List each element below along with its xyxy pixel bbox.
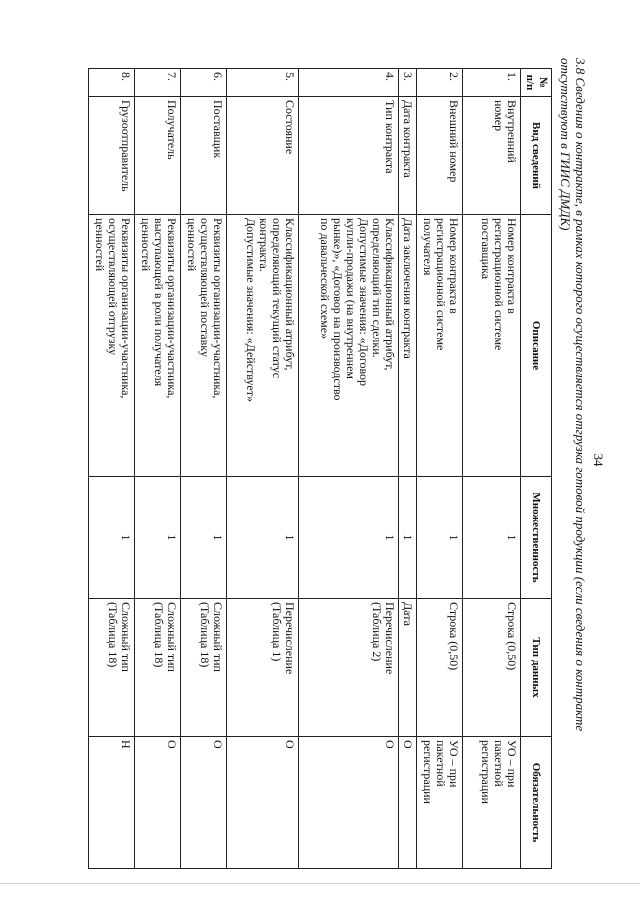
cell-description <box>135 215 181 477</box>
table-row <box>181 69 227 869</box>
cell-required-line: О <box>401 740 415 749</box>
cell-kind <box>299 97 399 215</box>
cell-multiplicity: 1 <box>463 477 521 599</box>
table-row <box>417 69 463 869</box>
cell-data-type-line: Дата <box>401 602 415 626</box>
table-header-row <box>521 69 552 869</box>
cell-kind-line: Тип контракта <box>383 100 397 174</box>
cell-data-type-line: Перечисление <box>283 602 297 675</box>
cell-data-type-line: Сложный тип <box>119 602 133 672</box>
cell-description-line: регистрационной системе <box>492 218 506 351</box>
cell-kind <box>227 97 299 215</box>
cell-description-line: поставщика <box>479 218 493 280</box>
cell-multiplicity: 1 <box>399 477 417 599</box>
cell-description-line: купли-продажи (на внутреннем <box>344 218 358 380</box>
cell-data-type <box>463 599 521 737</box>
cell-kind <box>135 97 181 215</box>
cell-data-type <box>89 599 135 737</box>
cell-description <box>463 215 521 477</box>
cell-description-line: рынке)», «Договор на производство <box>331 218 345 401</box>
cell-description-line: определяющий текущий статус <box>270 218 284 379</box>
cell-kind <box>417 97 463 215</box>
cell-description-line: Допустимые значения: «Договор <box>357 218 371 387</box>
table-row <box>227 69 299 869</box>
contract-info-table <box>88 68 552 869</box>
cell-data-type-line: Сложный тип <box>211 602 225 672</box>
header-num: № п/п <box>521 69 552 97</box>
header-multiplicity: Множественность <box>521 477 552 599</box>
cell-required-line: О <box>211 740 225 749</box>
cell-required <box>89 737 135 869</box>
cell-data-type-line: (Таблица 2) <box>370 602 384 662</box>
cell-multiplicity: 1 <box>89 477 135 599</box>
cell-kind-line: Поставщик <box>211 100 225 159</box>
cell-data-type <box>417 599 463 737</box>
cell-required-line: пакетной <box>434 740 448 787</box>
table-row <box>89 69 135 869</box>
cell-required <box>417 737 463 869</box>
cell-num: 2. <box>417 69 463 97</box>
cell-data-type-line: (Таблица 18) <box>152 602 166 668</box>
cell-kind-line: Состояние <box>283 100 297 155</box>
cell-required <box>463 737 521 869</box>
cell-description <box>89 215 135 477</box>
cell-description <box>417 215 463 477</box>
cell-data-type <box>227 599 299 737</box>
header-kind: Вид сведений <box>521 97 552 215</box>
cell-data-type <box>299 599 399 737</box>
table-row <box>399 69 417 869</box>
cell-description-line: Реквизиты организации-участника, <box>211 218 225 399</box>
cell-kind <box>181 97 227 215</box>
cell-kind-line: Грузоотправитель <box>119 100 133 192</box>
cell-multiplicity: 1 <box>417 477 463 599</box>
section-title <box>558 58 588 858</box>
cell-required-line: пакетной <box>492 740 506 787</box>
cell-description-line: Классификационный атрибут, <box>383 218 397 371</box>
cell-required-line: регистрации <box>479 740 493 804</box>
cell-description <box>227 215 299 477</box>
cell-required <box>181 737 227 869</box>
cell-required-line: О <box>165 740 179 749</box>
cell-description-line: ценностей <box>185 218 199 272</box>
cell-description-line: получателя <box>421 218 435 276</box>
page-number: 34 <box>591 453 606 467</box>
cell-description-line: по давальческой схеме» <box>318 218 332 340</box>
cell-data-type-line: (Таблица 18) <box>198 602 212 668</box>
cell-required <box>227 737 299 869</box>
cell-multiplicity: 1 <box>227 477 299 599</box>
cell-data-type <box>399 599 417 737</box>
cell-required-line: УО – при <box>447 740 461 788</box>
cell-description-line: Реквизиты организации-участника, <box>119 218 133 399</box>
cell-num: 7. <box>135 69 181 97</box>
cell-num: 8. <box>89 69 135 97</box>
cell-num: 1. <box>463 69 521 97</box>
cell-num: 6. <box>181 69 227 97</box>
header-required: Обязательность <box>521 737 552 869</box>
cell-description <box>299 215 399 477</box>
cell-data-type-line: (Таблица 18) <box>106 602 120 668</box>
cell-description-line: ценностей <box>139 218 153 272</box>
cell-description-line: осуществляющей поставку <box>198 218 212 357</box>
cell-kind-line: Дата контракта <box>401 100 415 178</box>
cell-description-line: Реквизиты организации-участника, <box>165 218 179 399</box>
cell-required <box>399 737 417 869</box>
cell-num: 4. <box>299 69 399 97</box>
section-title-line-1: 3.8 Сведения о контракте, в рамках которого осуществляется отгрузка готовой продукции (если сведения о контракте <box>573 58 588 732</box>
cell-data-type-line: Строка (0,50) <box>505 602 519 671</box>
section-title-line-2: отсутствуют в ГИИС ДМДК) <box>558 58 573 231</box>
cell-data-type-line: Сложный тип <box>165 602 179 672</box>
cell-kind-line: Получатель <box>165 100 179 160</box>
cell-kind-line: Внутренний <box>505 100 519 163</box>
cell-description-line: осуществляющей отгрузку <box>106 218 120 356</box>
cell-kind-line: Внешний номер <box>447 100 461 183</box>
cell-description-line: Допустимые значения: «Действует» <box>244 218 258 402</box>
table-row <box>463 69 521 869</box>
cell-data-type <box>181 599 227 737</box>
cell-description-line: выступающей в роли получателя <box>152 218 166 387</box>
cell-num: 3. <box>399 69 417 97</box>
cell-data-type <box>135 599 181 737</box>
cell-multiplicity: 1 <box>181 477 227 599</box>
cell-data-type-line: (Таблица 1) <box>270 602 284 662</box>
cell-description-line: Дата заключения контракта <box>401 218 415 359</box>
cell-description-line: Классификационный атрибут, <box>283 218 297 371</box>
cell-kind <box>463 97 521 215</box>
cell-kind <box>399 97 417 215</box>
cell-description-line: регистрационной системе <box>434 218 448 351</box>
header-data-type: Тип данных <box>521 599 552 737</box>
cell-required-line: Н <box>119 740 133 749</box>
cell-required-line: УО – при <box>505 740 519 788</box>
cell-description <box>181 215 227 477</box>
cell-description-line: Номер контракта в <box>447 218 461 314</box>
cell-required-line: О <box>283 740 297 749</box>
cell-data-type-line: Перечисление <box>383 602 397 675</box>
cell-description <box>399 215 417 477</box>
table-row <box>135 69 181 869</box>
cell-required-line: регистрации <box>421 740 435 804</box>
cell-num: 5. <box>227 69 299 97</box>
cell-required <box>135 737 181 869</box>
cell-kind-line: номер <box>492 100 506 132</box>
cell-description-line: контракта. <box>257 218 271 272</box>
cell-description-line: определяющий тип сделки. <box>370 218 384 358</box>
header-description: Описание <box>521 215 552 477</box>
cell-multiplicity: 1 <box>135 477 181 599</box>
cell-required-line: О <box>383 740 397 749</box>
cell-required <box>299 737 399 869</box>
page-edge-line <box>0 883 640 884</box>
cell-kind <box>89 97 135 215</box>
cell-description-line: Номер контракта в <box>505 218 519 314</box>
table-row <box>299 69 399 869</box>
cell-description-line: ценностей <box>93 218 107 272</box>
cell-data-type-line: Строка (0,50) <box>447 602 461 671</box>
cell-multiplicity: 1 <box>299 477 399 599</box>
